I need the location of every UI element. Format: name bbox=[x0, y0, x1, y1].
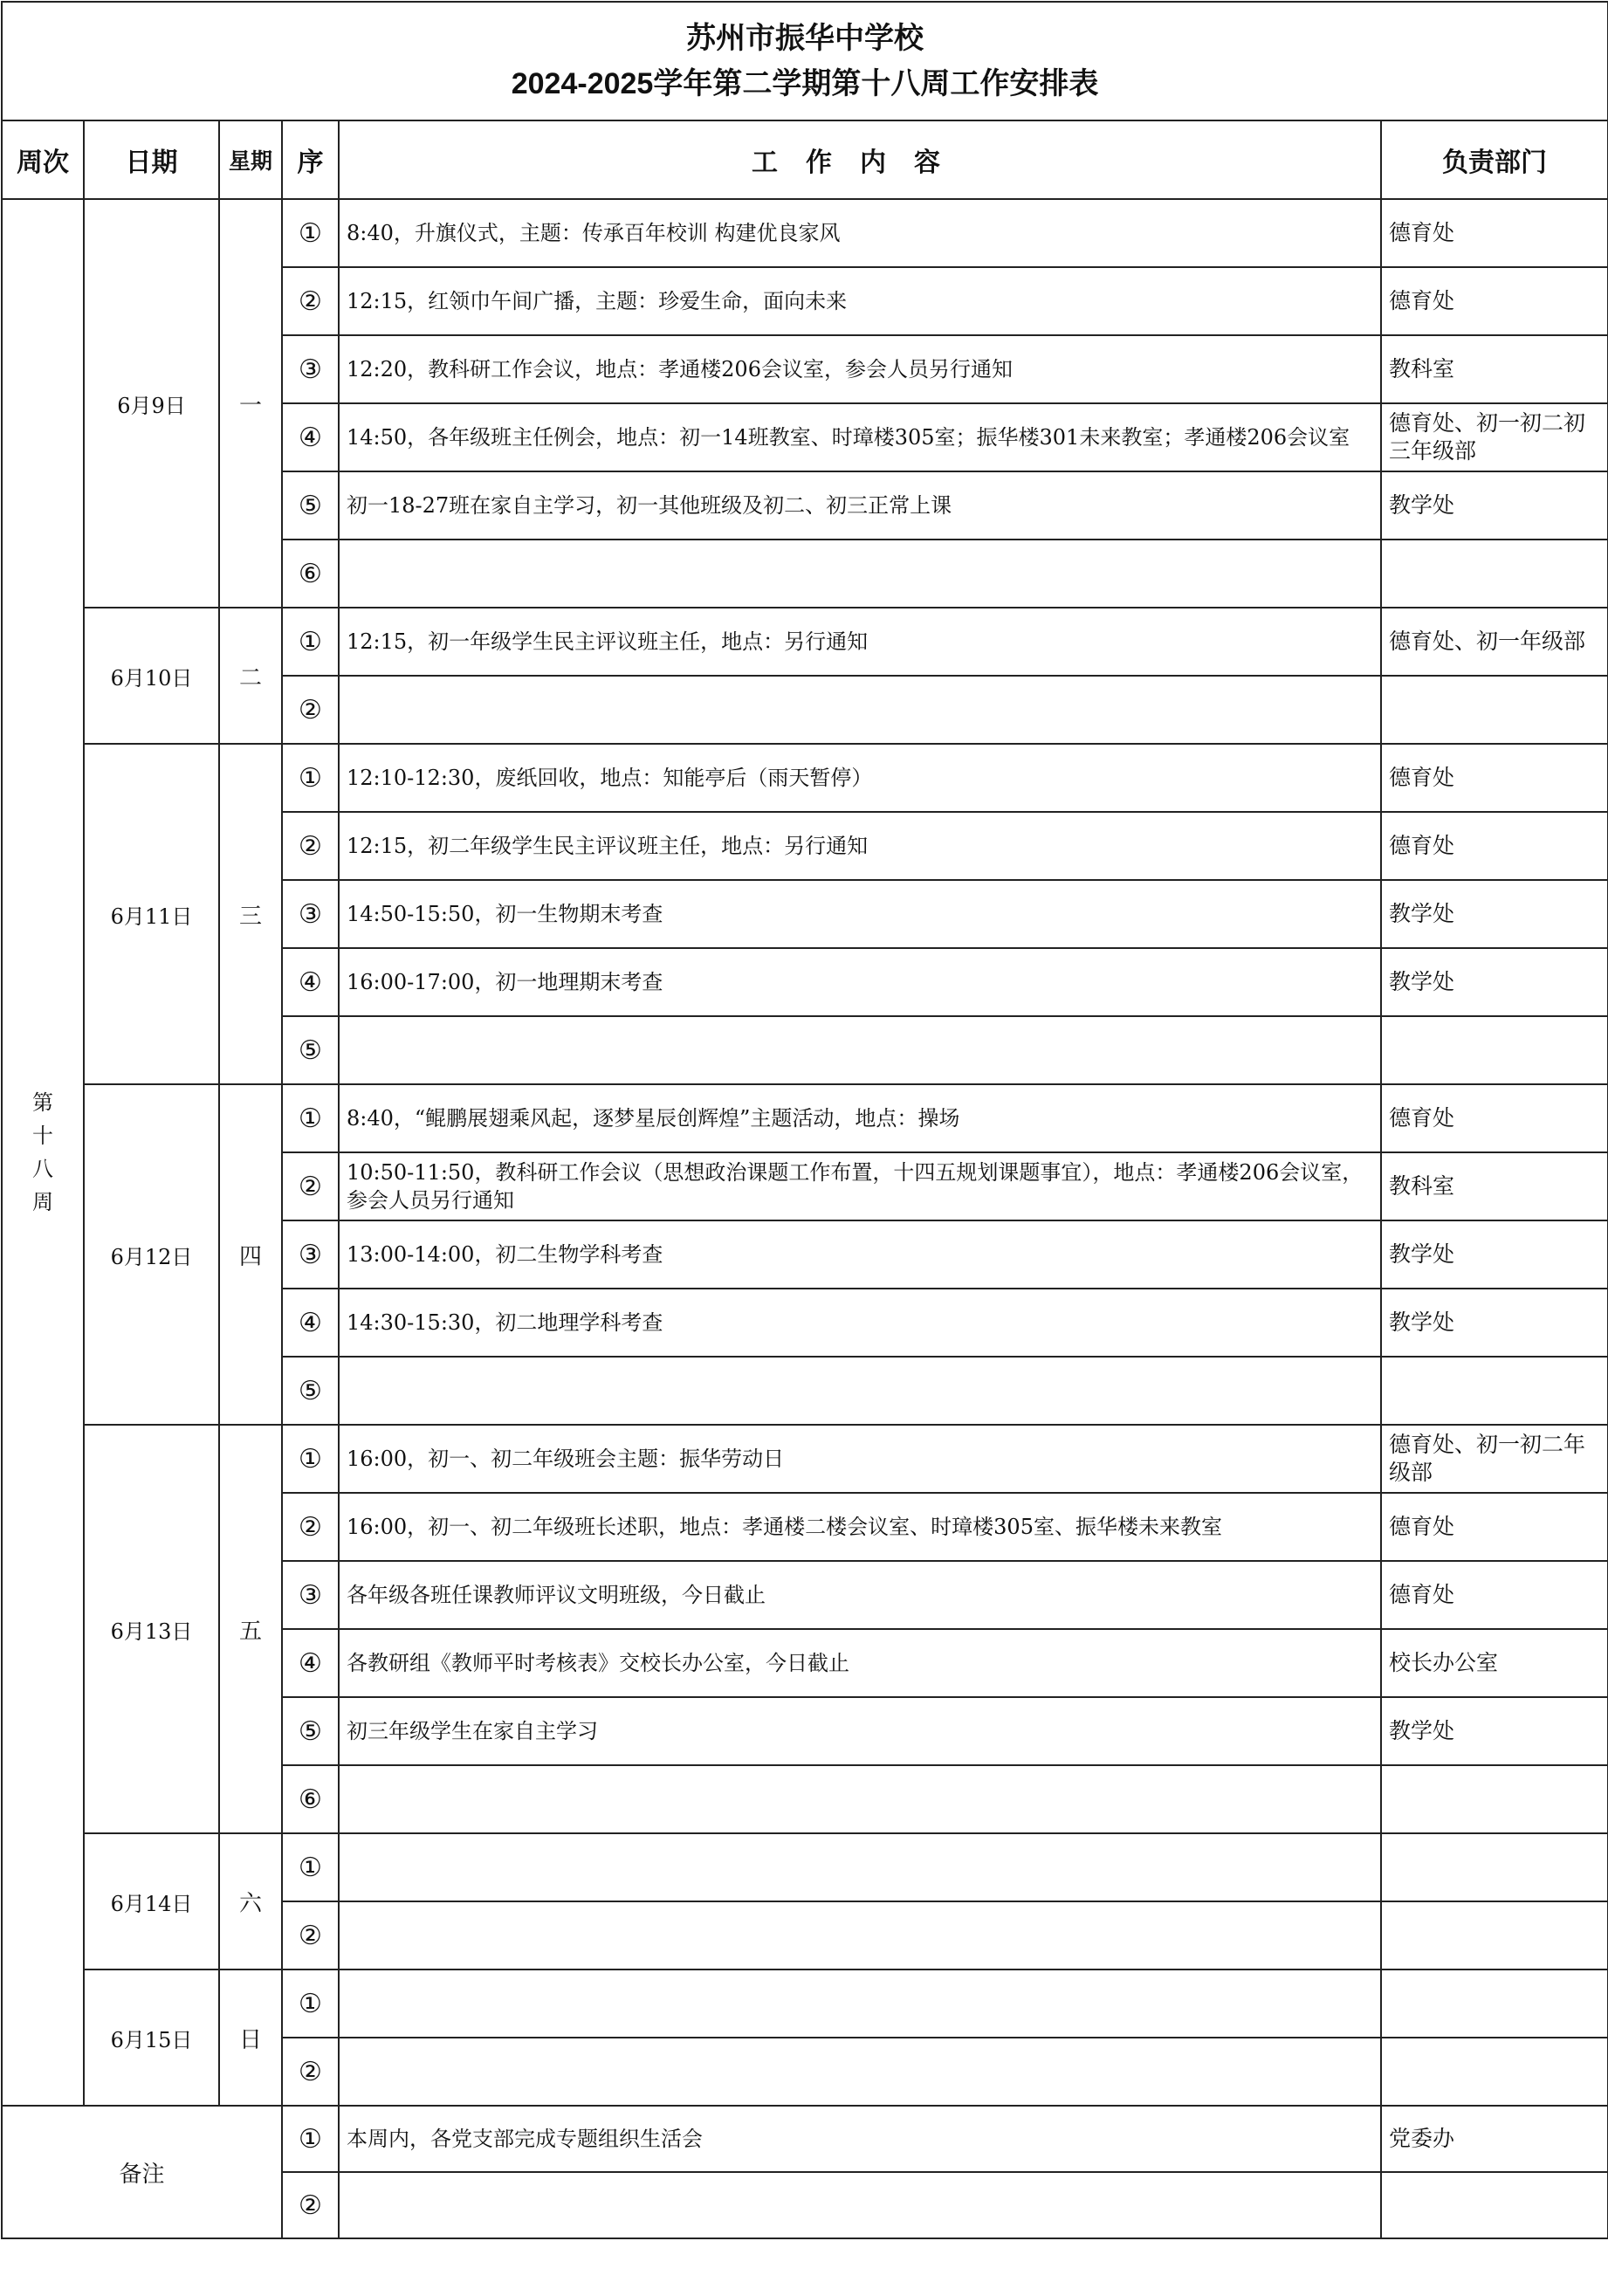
seq-cell: ④ bbox=[282, 948, 339, 1016]
content-cell: 12:15，红领巾午间广播，主题：珍爱生命，面向未来 bbox=[339, 267, 1381, 335]
seq-cell: ① bbox=[282, 2106, 339, 2172]
seq-cell: ④ bbox=[282, 403, 339, 471]
dept-cell: 教科室 bbox=[1381, 1152, 1608, 1220]
date-cell: 6月10日 bbox=[84, 608, 219, 744]
content-cell: 10:50-11:50，教科研工作会议（思想政治课题工作布置，十四五规划课题事宜），地点：孝通楼206会议室，参会人员另行通知 bbox=[339, 1152, 1381, 1220]
seq-cell: ① bbox=[282, 199, 339, 267]
content-cell: 各年级各班任课教师评议文明班级，今日截止 bbox=[339, 1561, 1381, 1629]
dept-cell: 教学处 bbox=[1381, 1697, 1608, 1765]
content-cell: 13:00-14:00，初二生物学科考查 bbox=[339, 1220, 1381, 1289]
dept-cell bbox=[1381, 1833, 1608, 1901]
header-dept: 负责部门 bbox=[1381, 120, 1608, 199]
notes-label: 备注 bbox=[2, 2106, 282, 2238]
seq-cell: ② bbox=[282, 1152, 339, 1220]
weekday-cell: 五 bbox=[219, 1425, 282, 1833]
seq-cell: ③ bbox=[282, 1561, 339, 1629]
dept-cell: 德育处 bbox=[1381, 267, 1608, 335]
seq-cell: ③ bbox=[282, 880, 339, 948]
dept-cell: 教学处 bbox=[1381, 880, 1608, 948]
content-cell bbox=[339, 1765, 1381, 1833]
schedule-subtitle: 2024-2025学年第二学期第十八周工作安排表 bbox=[511, 67, 1099, 100]
seq-cell: ② bbox=[282, 812, 339, 880]
content-cell bbox=[339, 1969, 1381, 2038]
header-week: 周次 bbox=[2, 120, 84, 199]
week-number-cell bbox=[2, 199, 84, 2106]
dept-cell bbox=[1381, 1765, 1608, 1833]
week-label: 第十八周 bbox=[31, 1090, 53, 1214]
weekday-cell: 日 bbox=[219, 1969, 282, 2106]
content-cell: 本周内，各党支部完成专题组织生活会 bbox=[339, 2106, 1381, 2172]
dept-cell: 德育处、初一初二年级部 bbox=[1381, 1425, 1608, 1493]
content-cell bbox=[339, 676, 1381, 744]
seq-cell: ⑤ bbox=[282, 1697, 339, 1765]
seq-cell: ⑥ bbox=[282, 1765, 339, 1833]
content-cell: 14:50，各年级班主任例会，地点：初一14班教室、时璋楼305室；振华楼301未来教室；孝通楼206会议室 bbox=[339, 403, 1381, 471]
dept-cell: 德育处 bbox=[1381, 199, 1608, 267]
dept-cell bbox=[1381, 676, 1608, 744]
dept-cell: 党委办 bbox=[1381, 2106, 1608, 2172]
dept-cell bbox=[1381, 540, 1608, 608]
dept-cell: 教学处 bbox=[1381, 1220, 1608, 1289]
seq-cell: ② bbox=[282, 676, 339, 744]
seq-cell: ① bbox=[282, 744, 339, 812]
dept-cell: 教学处 bbox=[1381, 948, 1608, 1016]
content-cell: 8:40，“鲲鹏展翅乘风起，逐梦星辰创辉煌”主题活动，地点：操场 bbox=[339, 1084, 1381, 1152]
table-row bbox=[2, 1833, 1608, 1901]
table-row bbox=[2, 744, 1608, 812]
dept-cell: 教学处 bbox=[1381, 471, 1608, 540]
content-cell bbox=[339, 1901, 1381, 1969]
weekday-cell: 六 bbox=[219, 1833, 282, 1969]
table-row bbox=[2, 1425, 1608, 1493]
dept-cell bbox=[1381, 1357, 1608, 1425]
content-cell: 初三年级学生在家自主学习 bbox=[339, 1697, 1381, 1765]
page-title bbox=[2, 2, 1608, 120]
header-content: 工作内容 bbox=[339, 120, 1381, 199]
seq-cell: ② bbox=[282, 2172, 339, 2238]
table-row bbox=[2, 608, 1608, 676]
seq-cell: ② bbox=[282, 2038, 339, 2106]
header-seq: 序 bbox=[282, 120, 339, 199]
dept-cell bbox=[1381, 1016, 1608, 1084]
school-name: 苏州市振华中学校 bbox=[686, 22, 924, 55]
weekday-cell: 四 bbox=[219, 1084, 282, 1425]
content-cell: 8:40，升旗仪式，主题：传承百年校训 构建优良家风 bbox=[339, 199, 1381, 267]
content-cell bbox=[339, 540, 1381, 608]
header-weekday: 星期 bbox=[219, 120, 282, 199]
dept-cell: 德育处、初一年级部 bbox=[1381, 608, 1608, 676]
seq-cell: ② bbox=[282, 267, 339, 335]
table-row bbox=[2, 1084, 1608, 1152]
content-cell bbox=[339, 2172, 1381, 2238]
table-row bbox=[2, 199, 1608, 267]
seq-cell: ⑥ bbox=[282, 540, 339, 608]
seq-cell: ① bbox=[282, 608, 339, 676]
notes-row bbox=[2, 2106, 1608, 2172]
content-cell: 12:20，教科研工作会议，地点：孝通楼206会议室，参会人员另行通知 bbox=[339, 335, 1381, 403]
seq-cell: ④ bbox=[282, 1629, 339, 1697]
dept-cell: 教科室 bbox=[1381, 335, 1608, 403]
content-cell: 14:30-15:30，初二地理学科考查 bbox=[339, 1289, 1381, 1357]
seq-cell: ② bbox=[282, 1493, 339, 1561]
dept-cell: 德育处 bbox=[1381, 744, 1608, 812]
dept-cell: 教学处 bbox=[1381, 1289, 1608, 1357]
date-cell: 6月9日 bbox=[84, 199, 219, 608]
content-cell: 16:00-17:00，初一地理期末考查 bbox=[339, 948, 1381, 1016]
date-cell: 6月11日 bbox=[84, 744, 219, 1084]
date-cell: 6月12日 bbox=[84, 1084, 219, 1425]
content-cell: 14:50-15:50，初一生物期末考查 bbox=[339, 880, 1381, 948]
content-cell: 16:00，初一、初二年级班长述职，地点：孝通楼二楼会议室、时璋楼305室、振华楼未来教室 bbox=[339, 1493, 1381, 1561]
content-cell: 各教研组《教师平时考核表》交校长办公室，今日截止 bbox=[339, 1629, 1381, 1697]
dept-cell bbox=[1381, 1901, 1608, 1969]
header-row bbox=[2, 120, 1608, 199]
seq-cell: ⑤ bbox=[282, 471, 339, 540]
seq-cell: ⑤ bbox=[282, 1357, 339, 1425]
date-cell: 6月13日 bbox=[84, 1425, 219, 1833]
content-cell bbox=[339, 1016, 1381, 1084]
dept-cell: 德育处 bbox=[1381, 1561, 1608, 1629]
weekly-schedule-table bbox=[1, 1, 1608, 2239]
dept-cell bbox=[1381, 1969, 1608, 2038]
content-cell: 初一18-27班在家自主学习，初一其他班级及初二、初三正常上课 bbox=[339, 471, 1381, 540]
content-cell bbox=[339, 2038, 1381, 2106]
weekday-cell: 三 bbox=[219, 744, 282, 1084]
seq-cell: ① bbox=[282, 1084, 339, 1152]
content-cell bbox=[339, 1357, 1381, 1425]
dept-cell bbox=[1381, 2172, 1608, 2238]
header-date: 日期 bbox=[84, 120, 219, 199]
date-cell: 6月14日 bbox=[84, 1833, 219, 1969]
content-cell: 12:15，初一年级学生民主评议班主任，地点：另行通知 bbox=[339, 608, 1381, 676]
date-cell: 6月15日 bbox=[84, 1969, 219, 2106]
dept-cell: 德育处 bbox=[1381, 1493, 1608, 1561]
content-cell: 12:10-12:30，废纸回收，地点：知能亭后（雨天暂停） bbox=[339, 744, 1381, 812]
seq-cell: ① bbox=[282, 1969, 339, 2038]
seq-cell: ③ bbox=[282, 1220, 339, 1289]
seq-cell: ⑤ bbox=[282, 1016, 339, 1084]
seq-cell: ① bbox=[282, 1833, 339, 1901]
seq-cell: ② bbox=[282, 1901, 339, 1969]
seq-cell: ① bbox=[282, 1425, 339, 1493]
content-cell bbox=[339, 1833, 1381, 1901]
weekday-cell: 一 bbox=[219, 199, 282, 608]
dept-cell: 校长办公室 bbox=[1381, 1629, 1608, 1697]
table-row bbox=[2, 1969, 1608, 2038]
seq-cell: ④ bbox=[282, 1289, 339, 1357]
content-cell: 16:00，初一、初二年级班会主题：振华劳动日 bbox=[339, 1425, 1381, 1493]
dept-cell: 德育处 bbox=[1381, 812, 1608, 880]
dept-cell: 德育处、初一初二初三年级部 bbox=[1381, 403, 1608, 471]
content-cell: 12:15，初二年级学生民主评议班主任，地点：另行通知 bbox=[339, 812, 1381, 880]
dept-cell: 德育处 bbox=[1381, 1084, 1608, 1152]
seq-cell: ③ bbox=[282, 335, 339, 403]
weekday-cell: 二 bbox=[219, 608, 282, 744]
dept-cell bbox=[1381, 2038, 1608, 2106]
